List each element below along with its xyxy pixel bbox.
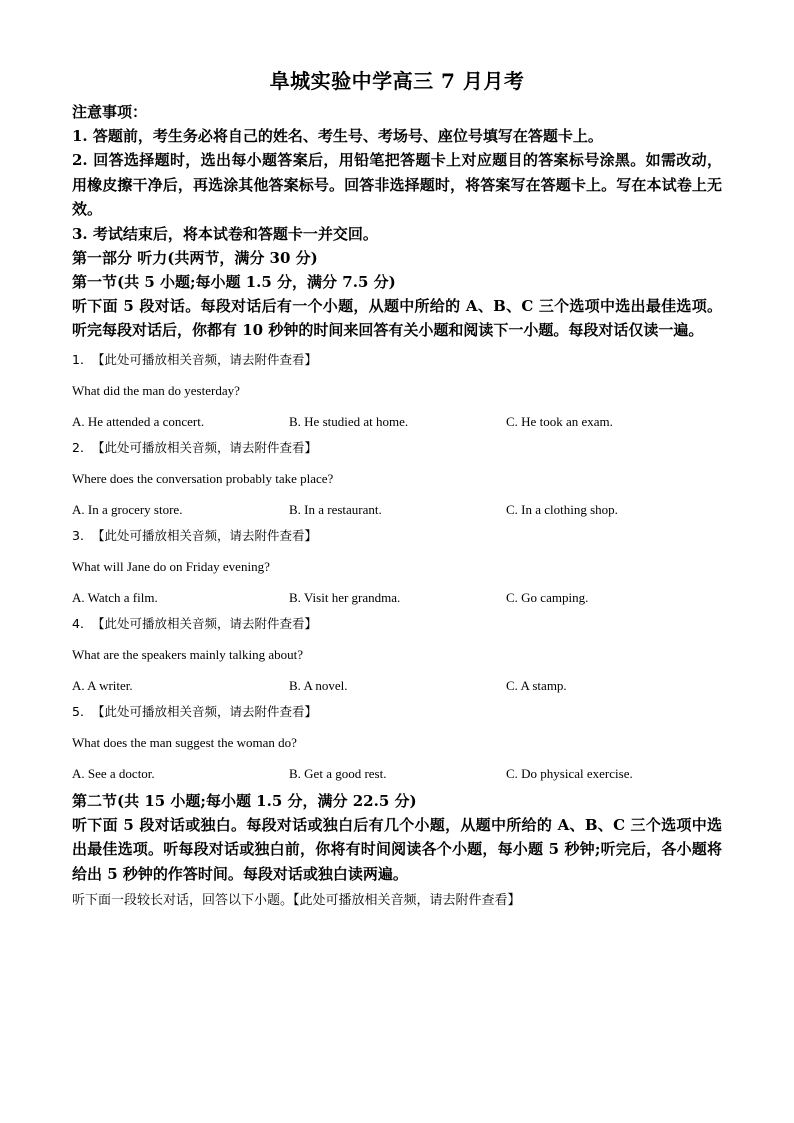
options-row <box>72 677 722 695</box>
notice-item: 1. 答题前，考生务必将自己的姓名、考生号、考场号、座位号填写在答题卡上。 <box>72 127 603 145</box>
question-number: 2. <box>72 439 84 455</box>
option-b: B. He studied at home. <box>289 413 409 429</box>
audio-note: 【此处可播放相关音频，请去附件查看】 <box>92 703 318 719</box>
question-number: 5. <box>72 703 84 719</box>
option-b: B. A novel. <box>289 677 348 693</box>
audio-placeholder <box>72 351 722 369</box>
question-3 <box>72 527 722 607</box>
section1-instructions: 听下面 5 段对话。每段对话后有一个小题，从题中所给的 A、B、C 三个选项中选出最佳选项。听完每段对话后，你都有 10 秒钟的时间来回答有关小题和阅读下一小题。每段对话仅读一遍。 <box>72 296 722 339</box>
option-c: C. In a clothing shop. <box>506 501 618 517</box>
question-text: What did the man do yesterday? <box>72 382 240 398</box>
notice-item: 2. 回答选择题时，选出每小题答案后，用铅笔把答题卡上对应题目的答案标号涂黑。如需改动，用橡皮擦干净后，再选涂其他答案标号。回答非选择题时，将答案写在答题卡上。写在本试卷上无效。 <box>72 151 722 218</box>
option-b: B. In a restaurant. <box>289 501 382 517</box>
question-1 <box>72 351 722 431</box>
notice-item: 3. 考试结束后，将本试卷和答题卡一并交回。 <box>72 224 378 243</box>
question-5 <box>72 703 722 783</box>
option-c: C. Do physical exercise. <box>506 765 633 781</box>
question-number: 1. <box>72 351 84 367</box>
audio-note: 【此处可播放相关音频，请去附件查看】 <box>92 527 318 543</box>
audio-note: 【此处可播放相关音频，请去附件查看】 <box>92 615 318 631</box>
section2-heading: 第二节(共 15 小题;每小题 1.5 分，满分 22.5 分) <box>72 791 417 810</box>
audio-placeholder <box>72 615 722 633</box>
audio-note: 【此处可播放相关音频，请去附件查看】 <box>92 439 318 455</box>
exam-page <box>72 66 722 910</box>
option-c: C. He took an exam. <box>506 413 613 429</box>
question-number: 3. <box>72 527 84 543</box>
option-a: A. See a doctor. <box>72 765 155 781</box>
question-2 <box>72 439 722 519</box>
part1-heading: 第一部分 听力(共两节，满分 30 分) <box>72 248 318 267</box>
option-c: C. A stamp. <box>506 677 567 693</box>
question-4 <box>72 615 722 695</box>
section2-lead: 听下面一段较长对话，回答以下小题。【此处可播放相关音频，请去附件查看】 <box>72 893 521 908</box>
options-row <box>72 765 722 783</box>
audio-placeholder <box>72 527 722 545</box>
question-text: What are the speakers mainly talking about? <box>72 646 304 662</box>
question-text: What will Jane do on Friday evening? <box>72 558 270 574</box>
exam-title: 阜城实验中学高三 7 月月考 <box>269 69 525 93</box>
option-a: A. A writer. <box>72 677 133 693</box>
option-c: C. Go camping. <box>506 589 589 605</box>
question-number: 4. <box>72 615 84 631</box>
option-a: A. In a grocery store. <box>72 501 183 517</box>
audio-placeholder <box>72 703 722 721</box>
audio-placeholder <box>72 439 722 457</box>
question-text: What does the man suggest the woman do? <box>72 734 297 750</box>
question-text: Where does the conversation probably take place? <box>72 470 334 486</box>
option-b: B. Visit her grandma. <box>289 589 401 605</box>
option-b: B. Get a good rest. <box>289 765 387 781</box>
section1-heading: 第一节(共 5 小题;每小题 1.5 分，满分 7.5 分) <box>72 272 396 291</box>
options-row <box>72 501 722 519</box>
audio-note: 【此处可播放相关音频，请去附件查看】 <box>92 351 318 367</box>
section2-instructions: 听下面 5 段对话或独白。每段对话或独白后有几个小题，从题中所给的 A、B、C 三个选项中选出最佳选项。听每段对话或独白前，你将有时间阅读各个小题，每小题 5 秒钟;听完后，各小题将给出 5 秒钟的作答时间。每段对话或独白读两遍。 <box>72 815 722 883</box>
notice-heading: 注意事项： <box>72 103 148 121</box>
option-a: A. Watch a film. <box>72 589 158 605</box>
option-a: A. He attended a concert. <box>72 413 205 429</box>
options-row <box>72 413 722 431</box>
options-row <box>72 589 722 607</box>
